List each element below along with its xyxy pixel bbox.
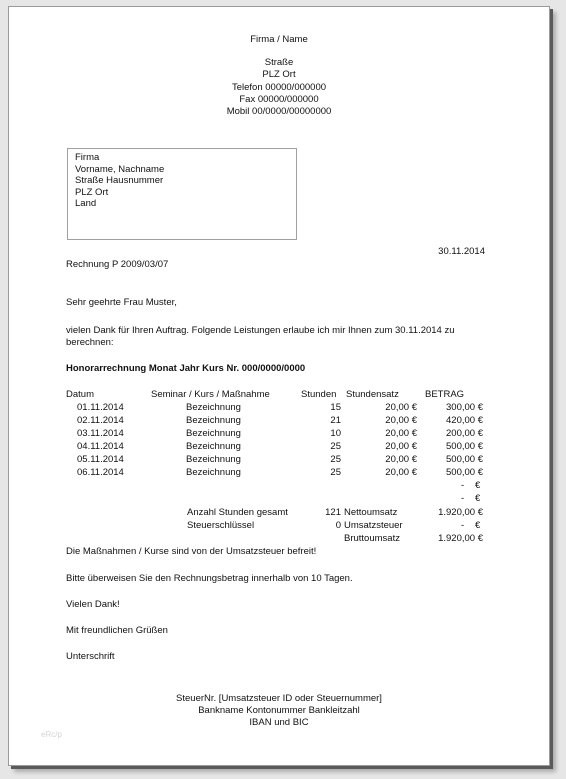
tax-key-value: 0 (335, 520, 341, 531)
row-rate: 20,00 € (385, 467, 417, 478)
column-header-date: Datum (66, 389, 94, 400)
footer-iban: IBAN und BIC (249, 717, 309, 728)
row-amount: 500,00 € (446, 454, 483, 465)
vat-euro: € (475, 520, 481, 531)
vat-exempt-note: Die Maßnahmen / Kurse sind von der Umsatzsteuer befreit! (66, 546, 317, 557)
gross-value: 1.920,00 € (438, 533, 483, 544)
row-hours: 21 (330, 415, 341, 426)
row-date: 02.11.2014 (77, 415, 124, 426)
invoice-date: 30.11.2014 (438, 246, 485, 257)
row-hours: 25 (330, 467, 341, 478)
column-header-rate: Stundensatz (346, 389, 399, 400)
recipient-city: PLZ Ort (75, 186, 109, 198)
recipient-address-box (67, 148, 297, 240)
invoice-title: Honorarrechnung Monat Jahr Kurs Nr. 000/0000/0000 (66, 363, 306, 374)
row-date: 03.11.2014 (77, 428, 124, 439)
footer-bank: Bankname Kontonummer Bankleitzahl (198, 705, 360, 716)
net-label: Nettoumsatz (344, 507, 398, 518)
invoice-number: Rechnung P 2009/03/07 (66, 259, 169, 270)
row-course: Bezeichnung (186, 415, 241, 426)
empty-dash: - (461, 493, 465, 504)
column-header-course: Seminar / Kurs / Maßnahme (151, 389, 270, 400)
row-course: Bezeichnung (186, 441, 241, 452)
row-course: Bezeichnung (186, 454, 241, 465)
footer-tax-id: SteuerNr. [Umsatzsteuer ID oder Steuernummer] (176, 693, 382, 704)
row-hours: 25 (330, 454, 341, 465)
row-rate: 20,00 € (385, 441, 417, 452)
row-rate: 20,00 € (385, 415, 417, 426)
empty-euro: € (475, 480, 481, 491)
salutation: Sehr geehrte Frau Muster, (66, 297, 177, 308)
row-rate: 20,00 € (385, 402, 417, 413)
sender-company: Firma / Name (250, 34, 308, 45)
recipient-name: Vorname, Nachname (75, 163, 165, 175)
intro-text-line1: vielen Dank für Ihren Auftrag. Folgende Leistungen erlaube ich mir Ihnen zum 30.11.2014 zu (66, 325, 455, 336)
sender-mobile: Mobil 00/0000/00000000 (226, 106, 332, 117)
payment-note: Bitte überweisen Sie den Rechnungsbetrag innerhalb von 10 Tagen. (66, 573, 353, 584)
recipient-country: Land (75, 198, 97, 210)
gross-label: Bruttoumsatz (344, 533, 400, 544)
sender-phone: Telefon 00000/000000 (231, 82, 327, 93)
row-amount: 300,00 € (446, 402, 483, 413)
recipient-street: Straße Hausnummer (75, 175, 164, 187)
total-hours-label: Anzahl Stunden gesamt (187, 507, 288, 518)
row-rate: 20,00 € (385, 454, 417, 465)
sender-city: PLZ Ort (262, 69, 296, 80)
invoice-page (8, 6, 550, 766)
row-rate: 20,00 € (385, 428, 417, 439)
column-header-hours: Stunden (301, 389, 337, 400)
row-amount: 420,00 € (446, 415, 483, 426)
row-date: 05.11.2014 (77, 454, 124, 465)
row-date: 01.11.2014 (77, 402, 124, 413)
closing-text: Mit freundlichen Grüßen (66, 625, 168, 636)
row-amount: 200,00 € (446, 428, 483, 439)
column-header-amount: BETRAG (425, 389, 465, 400)
thanks-text: Vielen Dank! (66, 599, 120, 610)
row-hours: 25 (330, 441, 341, 452)
empty-euro: € (475, 493, 481, 504)
row-course: Bezeichnung (186, 467, 241, 478)
row-amount: 500,00 € (446, 441, 483, 452)
empty-dash: - (461, 480, 465, 491)
row-amount: 500,00 € (446, 467, 483, 478)
recipient-company: Firma (75, 152, 100, 163)
row-hours: 15 (330, 402, 341, 413)
net-value: 1.920,00 € (438, 507, 483, 518)
signature-text: Unterschrift (66, 651, 115, 662)
vat-dash: - (461, 520, 465, 531)
tax-key-label: Steuerschlüssel (187, 520, 255, 531)
vat-label: Umsatzsteuer (344, 520, 403, 531)
row-course: Bezeichnung (186, 428, 241, 439)
row-date: 04.11.2014 (77, 441, 124, 452)
intro-text-line2: berechnen: (66, 337, 114, 348)
row-date: 06.11.2014 (77, 467, 124, 478)
row-hours: 10 (330, 428, 341, 439)
row-course: Bezeichnung (186, 402, 241, 413)
sender-street: Straße (264, 57, 294, 68)
total-hours-value: 121 (325, 507, 341, 518)
watermark: eRc/p (41, 730, 62, 739)
sender-fax: Fax 00000/000000 (239, 94, 319, 105)
